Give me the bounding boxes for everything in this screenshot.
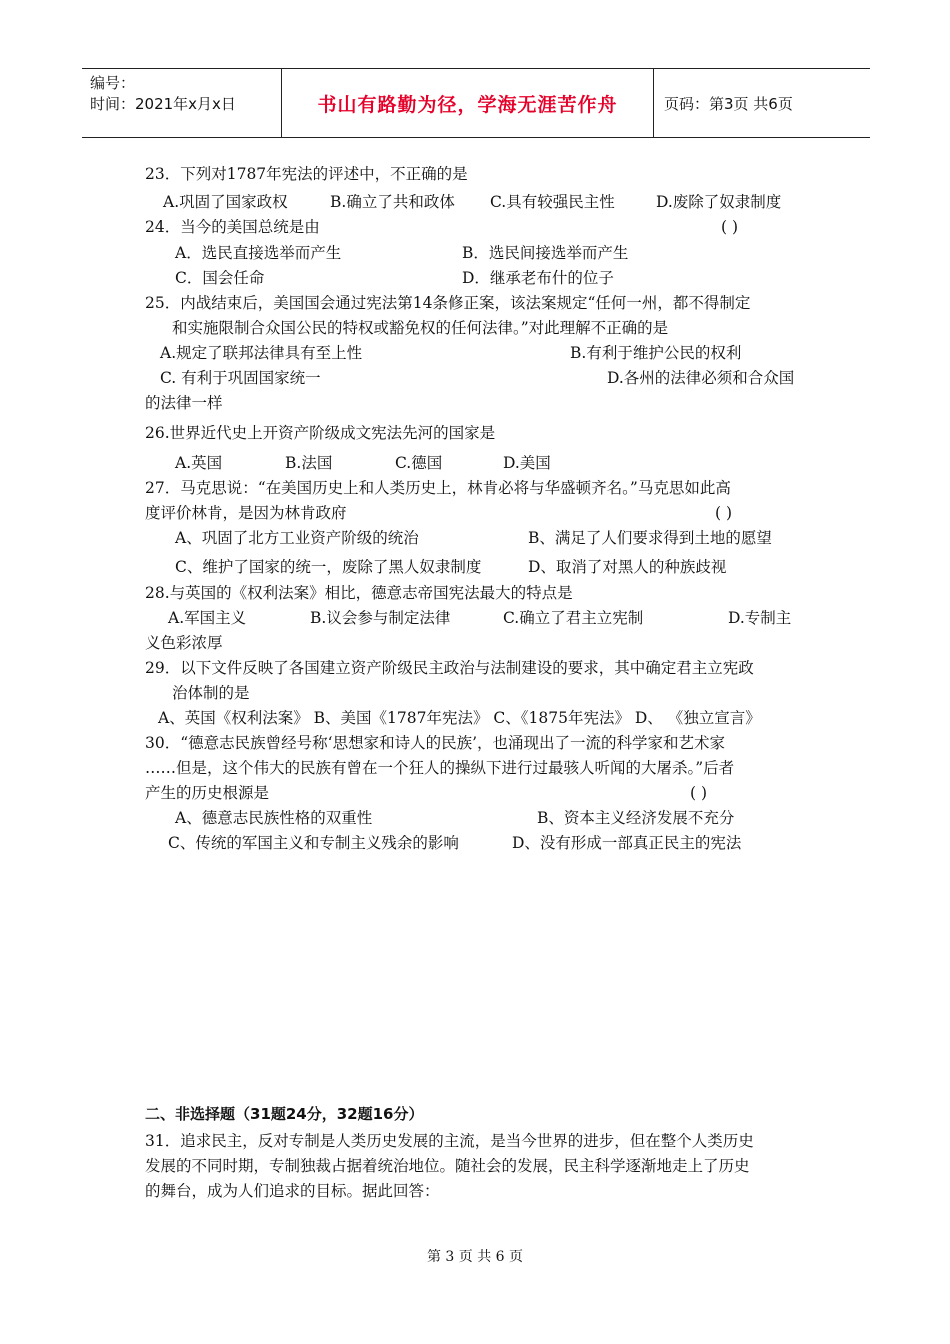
- question-line: B．选民间接选举而产生: [462, 244, 629, 262]
- question-line: 义色彩浓厚: [145, 634, 223, 652]
- question-line: A、巩固了北方工业资产阶级的统治: [175, 529, 419, 547]
- question-line: 度评价林肯，是因为林肯政府: [145, 504, 347, 522]
- question-line: D、取消了对黑人的种族歧视: [528, 558, 727, 576]
- page-footer: 第 3 页 共 6 页: [426, 1249, 524, 1265]
- question-line: 28.与英国的《权利法案》相比，德意志帝国宪法最大的特点是: [145, 584, 573, 602]
- question-line: C. 有利于巩固国家统一: [160, 369, 321, 387]
- question-line: D.美国: [503, 454, 551, 472]
- date-label: 时间：2021年x月x日: [90, 95, 236, 113]
- question-line: A.英国: [175, 454, 223, 472]
- question-line: C.确立了君主立宪制: [503, 609, 644, 627]
- page-header: [82, 68, 870, 138]
- question-line: ……但是，这个伟大的民族有曾在一个狂人的操纵下进行过最骇人听闻的大屠杀。”后者: [145, 759, 735, 777]
- question-line: B.确立了共和政体: [330, 193, 455, 211]
- question-line: 24．当今的美国总统是由: [145, 218, 320, 236]
- question-line: D.废除了奴隶制度: [656, 193, 782, 211]
- question-line: 治体制的是: [172, 684, 250, 702]
- question-line: 30．“德意志民族曾经号称‘思想家和诗人的民族’，也涌现出了一流的科学家和艺术家: [145, 734, 726, 752]
- question-line: ( ): [715, 504, 733, 522]
- question-line: C.德国: [395, 454, 443, 472]
- essay-prompt-line: 31．追求民主，反对专制是人类历史发展的主流，是当今世界的进步，但在整个人类历史: [145, 1132, 754, 1150]
- question-line: A.军国主义: [168, 609, 247, 627]
- header-page-label: 页码：第3页 共6页: [664, 94, 793, 113]
- question-line: C、传统的军国主义和专制主义残余的影响: [168, 834, 459, 852]
- question-line: D、没有形成一部真正民主的宪法: [512, 834, 742, 852]
- question-line: A．选民直接选举而产生: [175, 244, 342, 262]
- essay-prompt-line: 发展的不同时期，专制独裁占据着统治地位。随社会的发展，民主科学逐渐地走上了历史: [145, 1157, 750, 1175]
- question-line: A、德意志民族性格的双重性: [175, 809, 373, 827]
- question-line: B.法国: [285, 454, 333, 472]
- question-line: 产生的历史根源是: [145, 784, 270, 802]
- question-line: 26.世界近代史上开资产阶级成文宪法先河的国家是: [145, 424, 496, 442]
- header-motto: 书山有路勤为径，学海无涯苦作舟: [282, 69, 654, 137]
- question-line: A、英国《权利法案》 B、美国《1787年宪法》 C、《1875年宪法》 D、 《独立宣言》: [158, 709, 761, 727]
- section-heading: 二、非选择题（31题24分，32题16分）: [145, 1105, 424, 1123]
- question-line: 27．马克思说：“在美国历史上和人类历史上，林肯必将与华盛顿齐名。”马克思如此高: [145, 479, 731, 497]
- serial-label: 编号：: [90, 74, 136, 92]
- question-line: C、维护了国家的统一，废除了黑人奴隶制度: [175, 558, 482, 576]
- question-line: B、满足了人们要求得到土地的愿望: [528, 529, 772, 547]
- question-line: 的法律一样: [145, 394, 223, 412]
- question-line: B.议会参与制定法律: [310, 609, 451, 627]
- question-line: B.有利于维护公民的权利: [570, 344, 742, 362]
- question-line: B、资本主义经济发展不充分: [537, 809, 735, 827]
- question-line: C．国会任命: [175, 269, 265, 287]
- question-line: ( ): [690, 784, 708, 802]
- question-line: 25．内战结束后，美国国会通过宪法第14条修正案，该法案规定“任何一州，都不得制定: [145, 294, 751, 312]
- question-line: 和实施限制合众国公民的特权或豁免权的任何法律。”对此理解不正确的是: [172, 319, 669, 337]
- question-line: D.各州的法律必须和合众国: [607, 369, 795, 387]
- question-line: A.规定了联邦法律具有至上性: [160, 344, 363, 362]
- question-line: 23．下列对1787年宪法的评述中，不正确的是: [145, 165, 468, 183]
- question-line: ( ): [721, 218, 739, 236]
- question-line: 29．以下文件反映了各国建立资产阶级民主政治与法制建设的要求，其中确定君主立宪政: [145, 659, 754, 677]
- question-line: D.专制主: [728, 609, 792, 627]
- question-line: A.巩固了国家政权: [163, 193, 288, 211]
- header-meta: [82, 69, 282, 137]
- question-line: D．继承老布什的位子: [462, 269, 614, 287]
- question-line: C.具有较强民主性: [490, 193, 615, 211]
- essay-prompt-line: 的舞台，成为人们追求的目标。据此回答：: [145, 1182, 440, 1200]
